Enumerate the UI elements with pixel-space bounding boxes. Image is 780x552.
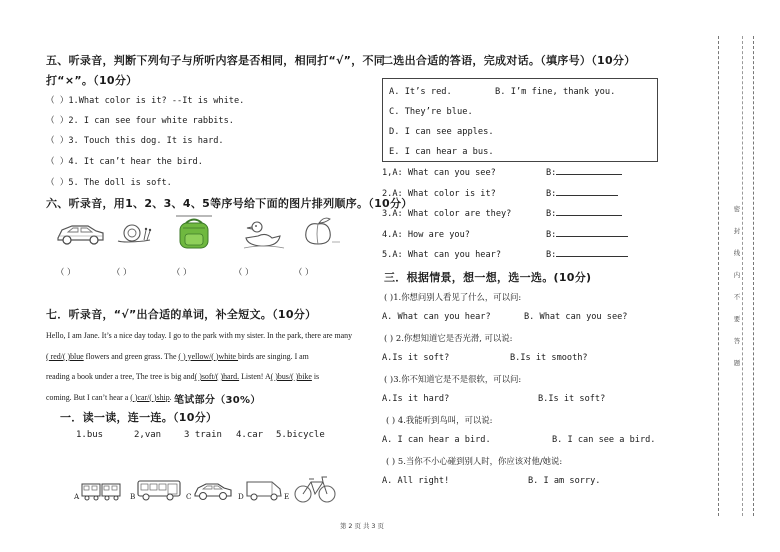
car-picture <box>192 478 234 502</box>
option-b: B.Is it smooth? <box>510 353 588 363</box>
passage-text: . <box>169 392 172 402</box>
dialog-question: 2.A: What color is it? <box>382 189 496 199</box>
vehicle-pictures <box>74 470 374 506</box>
option-b: B. What can you see? <box>524 312 628 322</box>
section5-item <box>46 114 234 126</box>
dialog-answer <box>546 250 628 260</box>
item-text: 4. It can’t hear the bird. <box>68 157 203 167</box>
section5-item <box>46 134 224 146</box>
train-picture <box>80 480 124 502</box>
section5-item <box>46 94 244 106</box>
answer-paren: （ ） <box>46 116 69 126</box>
item-text: 2. I can see four white rabbits. <box>68 116 234 126</box>
option-letter: D <box>238 492 244 501</box>
peach-picture <box>298 214 342 250</box>
passage-text: reading a book under a tree, The tree is big and <box>46 372 195 381</box>
answer-label: B: <box>546 209 557 219</box>
choice-blank: ( )car/( )ship <box>130 392 170 402</box>
written-section1-title: 一．读一读，连一连。（10分） <box>60 411 218 424</box>
written-part-title: 笔试部分（30%） <box>174 395 261 406</box>
section2-title: 二选出合适的答语，完成对话。（填序号）（10分） <box>382 54 636 67</box>
section5-item <box>46 176 172 188</box>
picture-paren: （ ） <box>112 267 132 277</box>
situation-question: ( ) 2.你想知道它是否光滑, 可以说: <box>384 333 513 343</box>
option-a: A. All right! <box>382 476 450 486</box>
seal-dashed-line <box>742 36 743 516</box>
dialog-answer <box>546 230 628 240</box>
seal-char: 题 <box>733 359 741 367</box>
answer-blank <box>556 215 622 216</box>
seal-char: 要 <box>733 315 741 323</box>
answer-label: B: <box>546 250 557 260</box>
dialog-answer <box>546 209 622 219</box>
answer-blank <box>556 256 628 257</box>
option-a: A.Is it hard? <box>382 394 450 404</box>
option-letter: A <box>74 492 80 501</box>
choice-blank: ( )soft/( )hard. <box>194 372 240 381</box>
choice-blank: ( )bus/( )bike <box>270 372 312 381</box>
dialog-question: 3.A: What color are they? <box>382 209 512 219</box>
option-b: B. I can see a bird. <box>552 435 656 445</box>
option-letter: C <box>186 492 192 501</box>
situation-question: ( ) 4.我能听到鸟叫，可以说: <box>386 415 493 425</box>
option-a: A. I can hear a bird. <box>382 435 491 445</box>
situation-question: ( )1.你想问别人看见了什么，可以问: <box>384 292 522 302</box>
picture-paren: （ ） <box>234 267 254 277</box>
passage-text: coming. But I can’t hear a <box>46 392 131 402</box>
option-b: B. I am sorry. <box>528 476 601 486</box>
answer-paren: （ ） <box>46 96 69 106</box>
passage-text: Listen! A <box>239 372 271 381</box>
answer-option: C. They’re blue. <box>389 107 473 117</box>
situation-question: ( ) 5.当你不小心碰到别人时，你应该对他/她说: <box>386 456 563 466</box>
word-item: 2,van <box>134 430 162 440</box>
dialog-question: 4.A: How are you? <box>382 230 470 240</box>
option-a: A. What can you hear? <box>382 312 491 322</box>
answer-label: B: <box>546 168 557 178</box>
choice-blank: ( ) yellow/( )white <box>178 351 239 361</box>
passage-text: birds are singing. I am <box>238 351 309 361</box>
dialog-question: 5.A: What can you hear? <box>382 250 501 260</box>
picture-paren: （ ） <box>56 267 76 277</box>
seal-char: 答 <box>733 337 741 345</box>
section3-title: 三．根据情景，想一想，选一选。(10分) <box>384 271 592 284</box>
seal-char: 线 <box>733 249 741 257</box>
seal-char: 内 <box>733 271 741 279</box>
seal-line-text <box>719 198 755 374</box>
answer-option: A. It’s red. <box>389 87 452 97</box>
word-item: 3 train <box>184 430 222 440</box>
bag-picture <box>174 214 214 250</box>
picture-paren: （ ） <box>172 267 192 277</box>
car-picture <box>54 214 106 250</box>
item-text: 3. Touch this dog. It is hard. <box>68 136 224 146</box>
item-text: 1.What color is it? --It is white. <box>68 96 245 106</box>
dialog-question: 1,A: What can you see? <box>382 168 496 178</box>
passage-text: flowers and green grass. The <box>83 351 179 361</box>
section5-title-line2: 打“×”。（10分） <box>46 74 138 87</box>
answer-label: B: <box>546 189 557 199</box>
section6-pictures <box>46 214 372 254</box>
answer-blank <box>556 195 618 196</box>
answer-label: B: <box>546 230 557 240</box>
passage-line <box>46 347 372 368</box>
dialog-answer <box>546 168 622 178</box>
item-text: 5. The doll is soft. <box>68 178 172 188</box>
word-item: 4.car <box>236 430 264 440</box>
passage-line <box>46 367 372 388</box>
option-b: B.Is it soft? <box>538 394 606 404</box>
bus-picture <box>136 478 182 502</box>
situation-question: ( )3.你不知道它是不是很软，可以问: <box>384 374 522 384</box>
answer-options-box <box>382 78 658 162</box>
dialog-answer <box>546 189 618 199</box>
answer-blank <box>556 174 622 175</box>
answer-paren: （ ） <box>46 136 69 146</box>
option-letter: B <box>130 492 136 501</box>
passage-text: is <box>311 372 320 381</box>
seal-char: 密 <box>733 205 741 213</box>
picture-paren: （ ） <box>294 267 314 277</box>
section7-title: 七．听录音，“√”出合适的单词，补全短文。（10分） <box>46 308 317 321</box>
bicycle-picture <box>292 472 338 504</box>
choice-blank: ( red/( )blue <box>46 351 84 361</box>
answer-option: B. I’m fine, thank you. <box>495 87 616 97</box>
section5-title-line1: 五、听录音，判断下列句子与所听内容是否相同，相同打“√”，不同 <box>46 54 386 67</box>
page-number: 第 2 页 共 3 页 <box>340 522 384 530</box>
answer-option: D. I can see apples. <box>389 127 494 137</box>
word-item: 1.bus <box>76 430 104 440</box>
word-item: 5.bicycle <box>276 430 325 440</box>
answer-paren: （ ） <box>46 178 69 188</box>
section6-title: 六、听录音，用1、2、3、4、5等序号给下面的图片排列顺序。（10分） <box>46 197 413 210</box>
answer-paren: （ ） <box>46 157 69 167</box>
passage-line: Hello, I am Jane. It’s a nice day today. I go to the park with my sister. In the park, there are many <box>46 331 353 340</box>
option-letter: E <box>284 492 290 501</box>
van-picture <box>244 476 284 502</box>
snail-picture <box>114 214 154 250</box>
answer-option: E. I can hear a bus. <box>389 147 494 157</box>
answer-blank <box>556 236 628 237</box>
option-a: A.Is it soft? <box>382 353 450 363</box>
seal-line-strip <box>718 36 754 516</box>
seal-char: 封 <box>733 227 741 235</box>
duck-picture <box>242 214 286 250</box>
seal-char: 不 <box>733 293 741 301</box>
section5-item <box>46 155 203 167</box>
